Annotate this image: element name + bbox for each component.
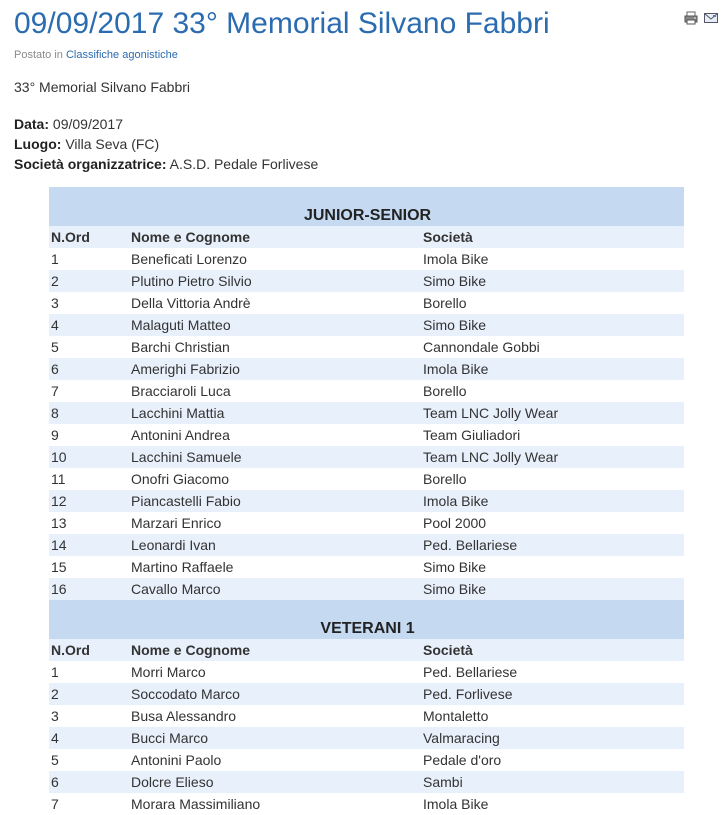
- cell-ord: 14: [49, 534, 129, 556]
- section-header-row: [49, 600, 684, 639]
- intro-text: 33° Memorial Silvano Fabbri: [14, 79, 191, 95]
- cell-name: Plutino Pietro Silvio: [129, 270, 421, 292]
- cell-name: Cavallo Marco: [129, 578, 421, 600]
- column-header-name: Nome e Cognome: [129, 226, 421, 248]
- cell-name: Leonardi Ivan: [129, 534, 421, 556]
- cell-ord: 10: [49, 446, 129, 468]
- section-title: VETERANI 1: [49, 600, 684, 639]
- organizer-label: Società organizzatrice:: [14, 156, 167, 172]
- event-info: [14, 114, 318, 174]
- cell-name: Lacchini Mattia: [129, 402, 421, 424]
- page-title: 09/09/2017 33° Memorial Silvano Fabbri: [14, 7, 550, 40]
- cell-name: Dolcre Elieso: [129, 771, 421, 793]
- section-title: JUNIOR-SENIOR: [49, 187, 684, 226]
- cell-ord: 15: [49, 556, 129, 578]
- posted-in-label: Postato in: [14, 49, 63, 61]
- table-row: [49, 512, 684, 534]
- cell-name: Della Vittoria Andrè: [129, 292, 421, 314]
- cell-team: Sambi: [421, 771, 684, 793]
- place-value: Villa Seva (FC): [65, 136, 160, 152]
- table-row: [49, 358, 684, 380]
- cell-name: Beneficati Lorenzo: [129, 248, 421, 270]
- results-table: [49, 187, 684, 815]
- cell-team: Imola Bike: [421, 490, 684, 512]
- table-row: [49, 336, 684, 358]
- cell-team: Team LNC Jolly Wear: [421, 446, 684, 468]
- cell-name: Onofri Giacomo: [129, 468, 421, 490]
- organizer-value: A.S.D. Pedale Forlivese: [169, 156, 319, 172]
- cell-team: Imola Bike: [421, 358, 684, 380]
- place-label: Luogo:: [14, 136, 62, 152]
- cell-ord: 16: [49, 578, 129, 600]
- print-icon[interactable]: [684, 11, 698, 25]
- cell-ord: 4: [49, 314, 129, 336]
- cell-team: Ped. Bellariese: [421, 534, 684, 556]
- column-header-ord: N.Ord: [49, 226, 129, 248]
- cell-team: Ped. Forlivese: [421, 683, 684, 705]
- info-date-line: [14, 114, 318, 134]
- section-header-row: [49, 187, 684, 226]
- info-place-line: [14, 134, 318, 154]
- cell-ord: 9: [49, 424, 129, 446]
- cell-team: Pedale d'oro: [421, 749, 684, 771]
- cell-ord: 13: [49, 512, 129, 534]
- table-row: [49, 490, 684, 512]
- table-row: [49, 683, 684, 705]
- email-icon[interactable]: [704, 11, 718, 25]
- cell-name: Barchi Christian: [129, 336, 421, 358]
- table-row: [49, 292, 684, 314]
- cell-team: Simo Bike: [421, 578, 684, 600]
- table-row: [49, 402, 684, 424]
- cell-name: Lacchini Samuele: [129, 446, 421, 468]
- table-row: [49, 380, 684, 402]
- table-row: [49, 248, 684, 270]
- cell-team: Simo Bike: [421, 270, 684, 292]
- table-row: [49, 661, 684, 683]
- cell-name: Antonini Andrea: [129, 424, 421, 446]
- cell-ord: 3: [49, 705, 129, 727]
- cell-ord: 6: [49, 771, 129, 793]
- cell-team: Borello: [421, 380, 684, 402]
- cell-ord: 1: [49, 661, 129, 683]
- cell-ord: 6: [49, 358, 129, 380]
- post-meta: [14, 49, 178, 61]
- table-row: [49, 771, 684, 793]
- table-row: [49, 578, 684, 600]
- cell-name: Martino Raffaele: [129, 556, 421, 578]
- cell-name: Bucci Marco: [129, 727, 421, 749]
- cell-name: Soccodato Marco: [129, 683, 421, 705]
- table-row: [49, 556, 684, 578]
- cell-team: Montaletto: [421, 705, 684, 727]
- column-header-name: Nome e Cognome: [129, 639, 421, 661]
- cell-team: Imola Bike: [421, 793, 684, 815]
- cell-name: Antonini Paolo: [129, 749, 421, 771]
- category-link[interactable]: Classifiche agonistiche: [65, 49, 178, 61]
- date-value: 09/09/2017: [52, 116, 123, 132]
- cell-ord: 2: [49, 270, 129, 292]
- table-row: [49, 793, 684, 815]
- article-tools: [684, 11, 718, 25]
- cell-ord: 7: [49, 380, 129, 402]
- table-row: [49, 534, 684, 556]
- cell-team: Valmaracing: [421, 727, 684, 749]
- cell-ord: 5: [49, 336, 129, 358]
- table-row: [49, 446, 684, 468]
- table-row: [49, 705, 684, 727]
- cell-ord: 11: [49, 468, 129, 490]
- cell-ord: 8: [49, 402, 129, 424]
- cell-team: Borello: [421, 292, 684, 314]
- cell-name: Morri Marco: [129, 661, 421, 683]
- cell-team: Ped. Bellariese: [421, 661, 684, 683]
- column-header-team: Società: [421, 226, 684, 248]
- date-label: Data:: [14, 116, 50, 132]
- cell-team: Team LNC Jolly Wear: [421, 402, 684, 424]
- cell-name: Piancastelli Fabio: [129, 490, 421, 512]
- cell-ord: 12: [49, 490, 129, 512]
- cell-ord: 7: [49, 793, 129, 815]
- cell-ord: 2: [49, 683, 129, 705]
- cell-ord: 1: [49, 248, 129, 270]
- column-header-team: Società: [421, 639, 684, 661]
- column-header-row: [49, 639, 684, 661]
- cell-name: Busa Alessandro: [129, 705, 421, 727]
- table-row: [49, 270, 684, 292]
- cell-team: Team Giuliadori: [421, 424, 684, 446]
- cell-ord: 3: [49, 292, 129, 314]
- cell-team: Borello: [421, 468, 684, 490]
- column-header-row: [49, 226, 684, 248]
- table-row: [49, 749, 684, 771]
- table-row: [49, 424, 684, 446]
- table-row: [49, 468, 684, 490]
- cell-name: Amerighi Fabrizio: [129, 358, 421, 380]
- cell-team: Cannondale Gobbi: [421, 336, 684, 358]
- info-organizer-line: [14, 154, 318, 174]
- table-row: [49, 314, 684, 336]
- cell-team: Pool 2000: [421, 512, 684, 534]
- cell-ord: 5: [49, 749, 129, 771]
- cell-team: Imola Bike: [421, 248, 684, 270]
- cell-name: Marzari Enrico: [129, 512, 421, 534]
- cell-team: Simo Bike: [421, 556, 684, 578]
- cell-name: Morara Massimiliano: [129, 793, 421, 815]
- cell-name: Malaguti Matteo: [129, 314, 421, 336]
- cell-team: Simo Bike: [421, 314, 684, 336]
- table-row: [49, 727, 684, 749]
- cell-ord: 4: [49, 727, 129, 749]
- cell-name: Bracciaroli Luca: [129, 380, 421, 402]
- column-header-ord: N.Ord: [49, 639, 129, 661]
